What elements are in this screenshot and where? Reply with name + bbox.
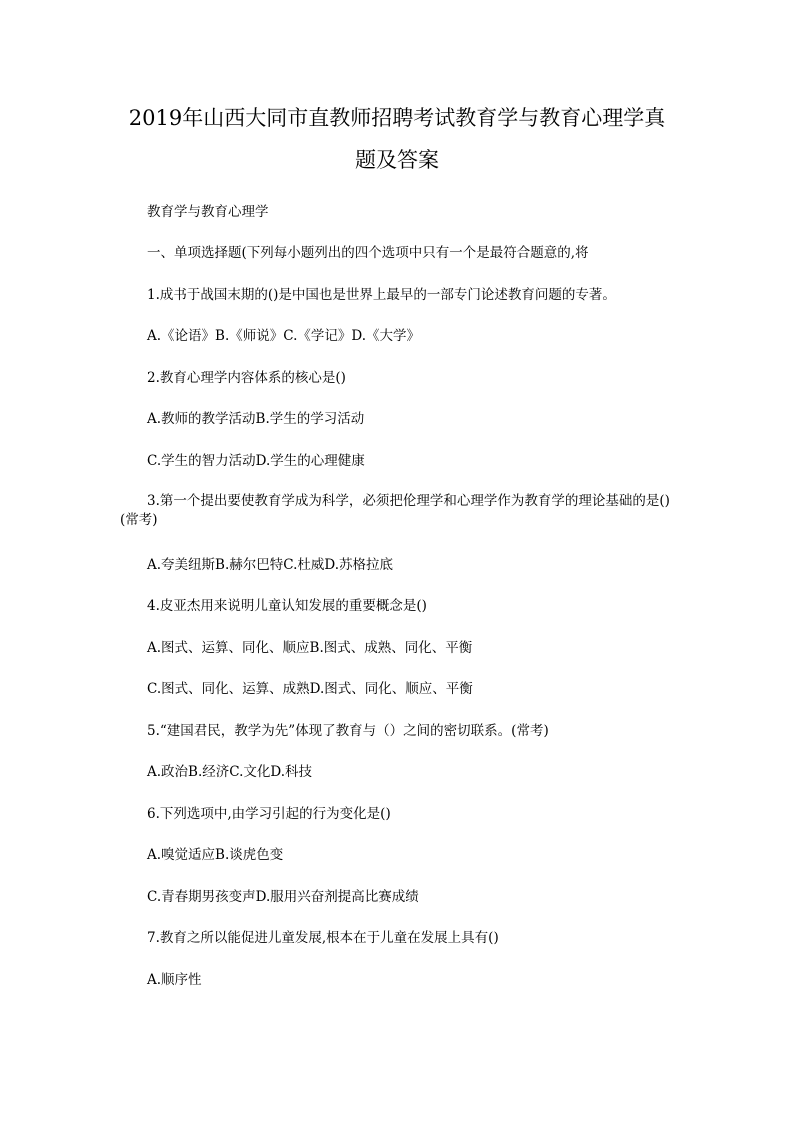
question-7-option-a: A.顺序性 — [147, 972, 202, 988]
question-6-options-line-1: A.嗅觉适应B.谈虎色变 — [147, 847, 284, 863]
question-7-stem: 7.教育之所以能促进儿童发展,根本在于儿童在发展上具有() — [147, 930, 499, 946]
question-5-options: A.政治B.经济C.文化D.科技 — [147, 764, 313, 780]
section-heading: 教育学与教育心理学 — [147, 204, 269, 220]
question-6-stem: 6.下列选项中,由学习引起的行为变化是() — [147, 806, 391, 822]
document-title-line-1: 2019年山西大同市直教师招聘考试教育学与教育心理学真 — [128, 106, 666, 130]
question-4-options-line-1: A.图式、运算、同化、顺应B.图式、成熟、同化、平衡 — [147, 640, 473, 656]
part-heading: 一、单项选择题(下列每小题列出的四个选项中只有一个是最符合题意的,将 — [147, 245, 589, 261]
question-4-stem: 4.皮亚杰用来说明儿童认知发展的重要概念是() — [147, 598, 427, 614]
question-3-options: A.夸美纽斯B.赫尔巴特C.杜威D.苏格拉底 — [147, 557, 394, 573]
question-3-stem: 3.第一个提出要使教育学成为科学，必须把伦理学和心理学作为教育学的理论基础的是()(常考) — [120, 493, 670, 528]
question-4-options-line-2: C.图式、同化、运算、成熟D.图式、同化、顺应、平衡 — [147, 681, 473, 697]
question-1-stem: 1.成书于战国末期的()是中国也是世界上最早的一部专门论述教育问题的专著。 — [147, 287, 616, 303]
question-2-options-line-2: C.学生的智力活动D.学生的心理健康 — [147, 453, 365, 469]
question-2-stem: 2.教育心理学内容体系的核心是() — [147, 370, 346, 386]
question-1-options: A.《论语》B.《师说》C.《学记》D.《大学》 — [147, 328, 421, 344]
question-5-stem: 5.“建国君民，教学为先”体现了教育与（）之间的密切联系。(常考) — [147, 723, 549, 739]
document-title-line-2: 题及答案 — [355, 148, 439, 172]
question-6-options-line-2: C.青春期男孩变声D.服用兴奋剂提高比赛成绩 — [147, 889, 419, 905]
question-2-options-line-1: A.教师的教学活动B.学生的学习活动 — [147, 411, 365, 427]
